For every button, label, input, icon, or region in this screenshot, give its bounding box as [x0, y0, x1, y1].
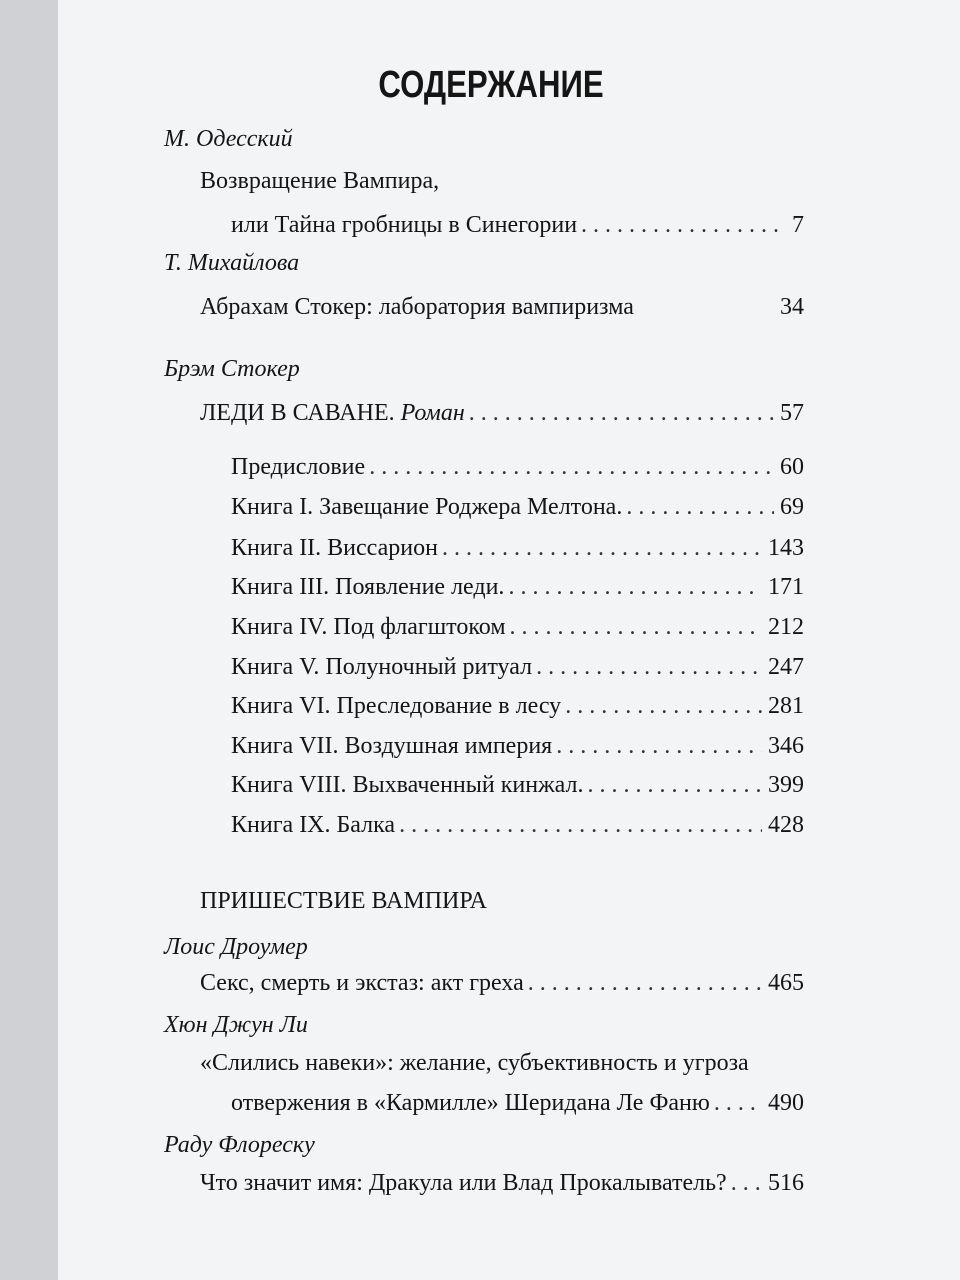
author-mikhaylova: Т. Михайлова	[164, 250, 300, 276]
page-number: 7	[792, 212, 804, 238]
dot-leader	[369, 454, 774, 481]
page-number: 171	[768, 574, 804, 600]
dot-leader	[731, 1170, 762, 1197]
toc-entry-book3	[231, 574, 804, 601]
entry-title: Предисловие	[231, 454, 366, 480]
toc-entry-book7	[231, 733, 804, 760]
toc-entry-book2	[231, 535, 804, 562]
entry-title: или Тайна гробницы в Синегории	[231, 212, 578, 238]
toc-entry-book6	[231, 693, 804, 720]
page-number: 516	[768, 1170, 804, 1196]
entry-title: Книга V. Полуночный ритуал	[231, 654, 533, 680]
contents-heading: СОДЕРЖАНИЕ	[378, 64, 604, 106]
dot-leader	[442, 535, 762, 562]
author-droumer: Лоис Дроумер	[164, 934, 308, 960]
dot-leader	[556, 733, 762, 760]
entry-title: Книга IX. Балка	[231, 812, 396, 838]
page-gutter	[0, 0, 58, 1280]
entry-title: Книга III. Появление леди.	[231, 574, 505, 600]
dot-leader	[536, 654, 762, 681]
entry-title: Что значит имя: Дракула или Влад Прокалыватель?	[200, 1170, 727, 1196]
page-number: 57	[780, 400, 804, 426]
page-number: 143	[768, 535, 804, 561]
toc-entry-book4	[231, 614, 804, 641]
author-odessky: М. Одесский	[164, 126, 293, 152]
toc-entry-lab	[200, 294, 804, 321]
toc-entry-book8	[231, 772, 804, 799]
dot-leader	[528, 970, 762, 997]
page-number: 346	[768, 733, 804, 759]
toc-entry-book1	[231, 494, 804, 521]
author-stoker: Брэм Стокер	[164, 356, 300, 382]
page-number: 60	[780, 454, 804, 480]
toc-entry-preface	[231, 454, 804, 481]
toc-entry-book9	[231, 812, 804, 839]
dot-leader	[565, 693, 762, 720]
page-number: 490	[768, 1090, 804, 1116]
page-number: 465	[768, 970, 804, 996]
entry-title: отвержения в «Кармилле» Шеридана Ле Фаню	[231, 1090, 710, 1116]
dot-leader	[714, 1090, 762, 1117]
page-number: 399	[768, 772, 804, 798]
page-number: 428	[768, 812, 804, 838]
entry-title: Книга IV. Под флагштоком	[231, 614, 506, 640]
toc-entry-return	[231, 212, 804, 239]
author-hyun: Хюн Джун Ли	[164, 1012, 308, 1038]
entry-title: Книга VI. Преследование в лесу	[231, 693, 562, 719]
entry-return-line1: Возвращение Вампира,	[200, 168, 440, 194]
section-heading: ПРИШЕСТВИЕ ВАМПИРА	[200, 888, 487, 914]
dot-leader	[469, 400, 774, 427]
page-number: 69	[780, 494, 804, 520]
dot-leader	[581, 212, 786, 239]
entry-title: Секс, смерть и экстаз: акт греха	[200, 970, 524, 996]
dot-leader	[510, 614, 762, 641]
entry-carmilla-line1: «Слились навеки»: желание, субъективность и угроза	[200, 1050, 749, 1076]
dot-leader	[508, 574, 762, 601]
entry-genre: Роман	[400, 400, 465, 426]
page-number: 212	[768, 614, 804, 640]
entry-title: Книга VII. Воздушная империя	[231, 733, 553, 759]
author-florescu: Раду Флореску	[164, 1132, 315, 1158]
toc-entry-sex	[200, 970, 804, 997]
entry-title: Книга I. Завещание Роджера Мелтона.	[231, 494, 623, 520]
dot-leader	[626, 494, 774, 521]
toc-entry-name	[200, 1170, 804, 1197]
entry-title: Книга II. Виссарион	[231, 535, 438, 561]
page-number: 247	[768, 654, 804, 680]
entry-title: Абрахам Стокер: лаборатория вампиризма	[200, 294, 634, 320]
dot-leader	[399, 812, 762, 839]
entry-title: ЛЕДИ В САВАНЕ.	[200, 400, 395, 426]
dot-leader	[588, 772, 763, 799]
toc-entry-novel	[200, 400, 804, 427]
entry-title: Книга VIII. Выхваченный кинжал.	[231, 772, 584, 798]
toc-entry-book5	[231, 654, 804, 681]
toc-entry-carmilla	[231, 1090, 804, 1117]
page-number: 281	[768, 693, 804, 719]
page-number: 34	[780, 294, 804, 320]
